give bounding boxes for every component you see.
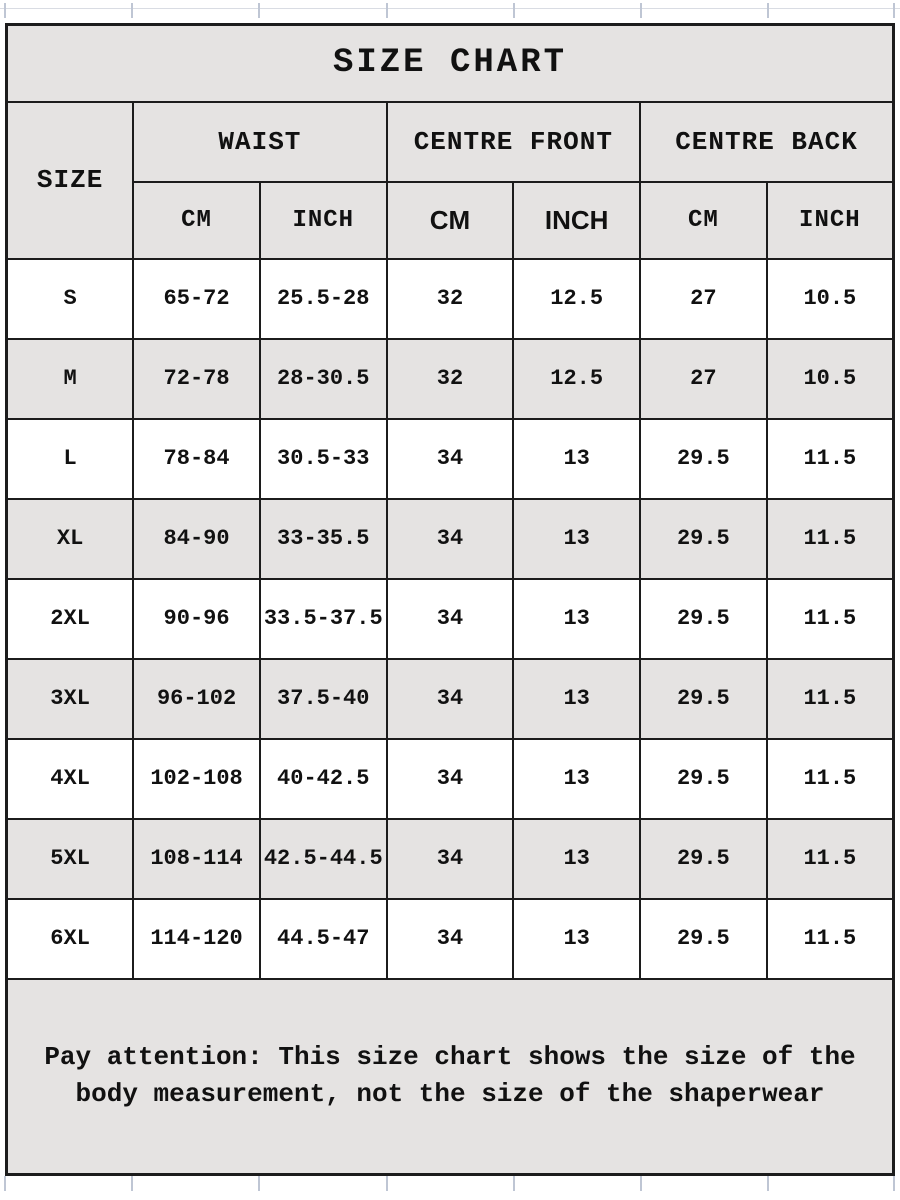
value-cell: 34: [387, 419, 514, 499]
value-cell: 34: [387, 579, 514, 659]
column-group-centre-back: CENTRE BACK: [640, 102, 893, 182]
gridline-tick: [513, 1176, 515, 1191]
table-row-m: [7, 339, 894, 419]
table-row-4xl: [7, 739, 894, 819]
unit-header-centre-back-inch: INCH: [767, 182, 894, 259]
value-cell: 11.5: [767, 419, 894, 499]
size-cell: M: [7, 339, 134, 419]
value-cell: 90-96: [133, 579, 260, 659]
table-row-l: [7, 419, 894, 499]
value-cell: 78-84: [133, 419, 260, 499]
value-cell: 34: [387, 659, 514, 739]
value-cell: 11.5: [767, 659, 894, 739]
value-cell: 32: [387, 339, 514, 419]
table-row-s: [7, 259, 894, 339]
gridline-tick: [893, 1176, 895, 1191]
size-cell: 5XL: [7, 819, 134, 899]
value-cell: 34: [387, 899, 514, 979]
value-cell: 33.5-37.5: [260, 579, 387, 659]
value-cell: 13: [513, 419, 640, 499]
value-cell: 29.5: [640, 499, 767, 579]
size-chart-container: [5, 23, 895, 1176]
column-group-waist: WAIST: [133, 102, 386, 182]
value-cell: 27: [640, 259, 767, 339]
unit-header-centre-front-cm: CM: [387, 182, 514, 259]
value-cell: 37.5-40: [260, 659, 387, 739]
value-cell: 28-30.5: [260, 339, 387, 419]
value-cell: 10.5: [767, 259, 894, 339]
size-cell: 3XL: [7, 659, 134, 739]
size-chart-table: [5, 23, 895, 1176]
value-cell: 29.5: [640, 419, 767, 499]
value-cell: 13: [513, 499, 640, 579]
gridline-tick: [131, 1176, 133, 1191]
size-cell: XL: [7, 499, 134, 579]
value-cell: 84-90: [133, 499, 260, 579]
value-cell: 29.5: [640, 819, 767, 899]
value-cell: 29.5: [640, 579, 767, 659]
value-cell: 29.5: [640, 899, 767, 979]
table-row-xl: [7, 499, 894, 579]
value-cell: 29.5: [640, 659, 767, 739]
value-cell: 13: [513, 579, 640, 659]
size-cell: S: [7, 259, 134, 339]
unit-header-centre-back-cm: CM: [640, 182, 767, 259]
value-cell: 11.5: [767, 899, 894, 979]
size-cell: 6XL: [7, 899, 134, 979]
size-cell: 4XL: [7, 739, 134, 819]
gridline-tick: [640, 1176, 642, 1191]
gridline-tick: [640, 3, 642, 18]
value-cell: 13: [513, 899, 640, 979]
value-cell: 34: [387, 819, 514, 899]
value-cell: 108-114: [133, 819, 260, 899]
table-row-5xl: [7, 819, 894, 899]
value-cell: 27: [640, 339, 767, 419]
value-cell: 65-72: [133, 259, 260, 339]
value-cell: 11.5: [767, 499, 894, 579]
page-title: SIZE CHART: [7, 25, 894, 102]
size-cell: L: [7, 419, 134, 499]
table-row-6xl: [7, 899, 894, 979]
table-row-2xl: [7, 579, 894, 659]
value-cell: 34: [387, 499, 514, 579]
value-cell: 40-42.5: [260, 739, 387, 819]
gridline-tick: [4, 3, 6, 18]
gridline-tick: [386, 3, 388, 18]
value-cell: 33-35.5: [260, 499, 387, 579]
unit-header-waist-inch: INCH: [260, 182, 387, 259]
gridline-tick: [767, 1176, 769, 1191]
value-cell: 11.5: [767, 819, 894, 899]
gridline-tick: [131, 3, 133, 18]
value-cell: 12.5: [513, 339, 640, 419]
gridline-tick: [767, 3, 769, 18]
value-cell: 34: [387, 739, 514, 819]
value-cell: 72-78: [133, 339, 260, 419]
value-cell: 29.5: [640, 739, 767, 819]
value-cell: 42.5-44.5: [260, 819, 387, 899]
gridline-tick: [4, 1176, 6, 1191]
column-header-size: SIZE: [7, 102, 134, 259]
value-cell: 32: [387, 259, 514, 339]
value-cell: 13: [513, 739, 640, 819]
table-row-3xl: [7, 659, 894, 739]
value-cell: 30.5-33: [260, 419, 387, 499]
value-cell: 10.5: [767, 339, 894, 419]
column-group-centre-front: CENTRE FRONT: [387, 102, 640, 182]
gridline-tick: [258, 1176, 260, 1191]
attention-note: Pay attention: This size chart shows the size of the body measurement, not the size of the shaperwear: [44, 1042, 856, 1110]
value-cell: 25.5-28: [260, 259, 387, 339]
gridline-tick: [893, 3, 895, 18]
value-cell: 114-120: [133, 899, 260, 979]
unit-header-waist-cm: CM: [133, 182, 260, 259]
value-cell: 11.5: [767, 579, 894, 659]
gridline-tick: [513, 3, 515, 18]
value-cell: 102-108: [133, 739, 260, 819]
unit-header-centre-front-inch: INCH: [513, 182, 640, 259]
value-cell: 12.5: [513, 259, 640, 339]
value-cell: 96-102: [133, 659, 260, 739]
gridline-tick: [386, 1176, 388, 1191]
value-cell: 13: [513, 659, 640, 739]
value-cell: 13: [513, 819, 640, 899]
gridline-horizontal-top: [0, 8, 900, 9]
value-cell: 44.5-47: [260, 899, 387, 979]
value-cell: 11.5: [767, 739, 894, 819]
gridline-tick: [258, 3, 260, 18]
size-cell: 2XL: [7, 579, 134, 659]
